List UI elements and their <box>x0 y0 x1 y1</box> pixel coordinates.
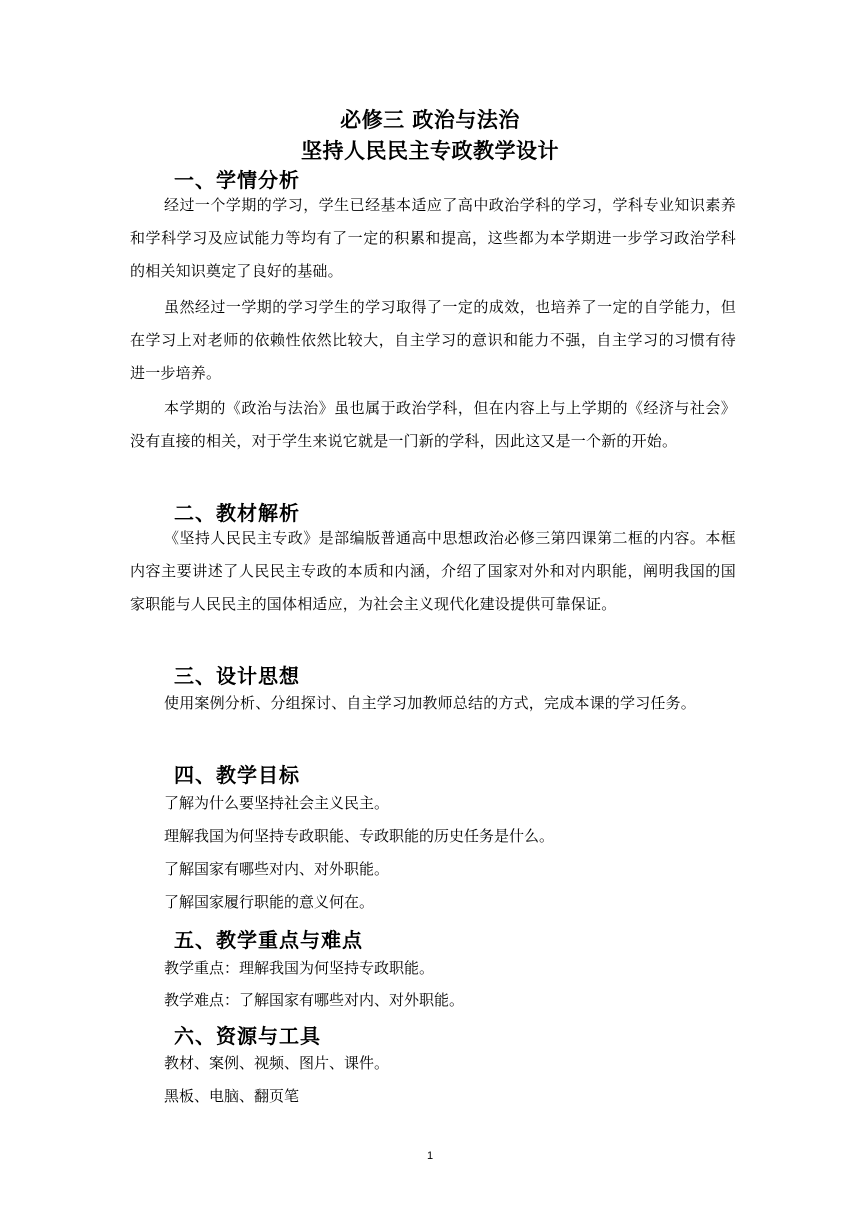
difficult-point-item: 教学难点：了解国家有哪些对内、对外职能。 <box>164 991 465 1009</box>
section-heading-textbook-analysis: 二、教材解析 <box>174 501 300 525</box>
resource-item: 教材、案例、视频、图片、课件。 <box>164 1054 390 1072</box>
section-heading-resources-tools: 六、资源与工具 <box>174 1024 321 1048</box>
section-heading-design-idea: 三、设计思想 <box>174 664 300 688</box>
objective-item: 了解为什么要坚持社会主义民主。 <box>164 794 390 812</box>
paragraph-learner-analysis-1: 经过一个学期的学习，学生已经基本适应了高中政治学科的学习，学科专业知识素养和学科学习及应试能力等均有了一定的积累和提高，这些都为本学期进一步学习政治学科的相关知识奠定了良好的基础。 <box>130 196 736 280</box>
objective-item: 理解我国为何坚持专政职能、专政职能的历史任务是什么。 <box>164 827 555 845</box>
paragraph-textbook-analysis: 《坚持人民民主专政》是部编版普通高中思想政治必修三第四课第二框的内容。本框内容主要讲述了人民民主专政的本质和内涵，介绍了国家对外和对内职能，阐明我国的国家职能与人民民主的国体相适应，为社会主义现代化建设提供可靠保证。 <box>130 529 736 613</box>
tool-item: 黑板、电脑、翻页笔 <box>164 1087 300 1105</box>
page-number: 1 <box>426 1150 434 1162</box>
objective-item: 了解国家履行职能的意义何在。 <box>164 893 375 911</box>
section-heading-key-points: 五、教学重点与难点 <box>174 928 363 952</box>
paragraph-learner-analysis-3: 本学期的《政治与法治》虽也属于政治学科，但在内容上与上学期的《经济与社会》没有直接的相关，对于学生来说它就是一门新的学科，因此这又是一个新的开始。 <box>130 399 736 450</box>
document-title-lesson: 坚持人民民主专政教学设计 <box>301 139 559 163</box>
section-heading-learner-analysis: 一、学情分析 <box>174 168 300 192</box>
section-heading-teaching-objectives: 四、教学目标 <box>174 763 300 787</box>
paragraph-design-idea: 使用案例分析、分组探讨、自主学习加教师总结的方式，完成本课的学习任务。 <box>164 694 697 712</box>
paragraph-learner-analysis-2: 虽然经过一学期的学习学生的学习取得了一定的成效，也培养了一定的自学能力，但在学习上对老师的依赖性依然比较大，自主学习的意识和能力不强，自主学习的习惯有待进一步培养。 <box>130 298 736 382</box>
document-title-course: 必修三 政治与法治 <box>340 108 520 132</box>
objective-item: 了解国家有哪些对内、对外职能。 <box>164 860 390 878</box>
key-point-item: 教学重点：理解我国为何坚持专政职能。 <box>164 959 435 977</box>
